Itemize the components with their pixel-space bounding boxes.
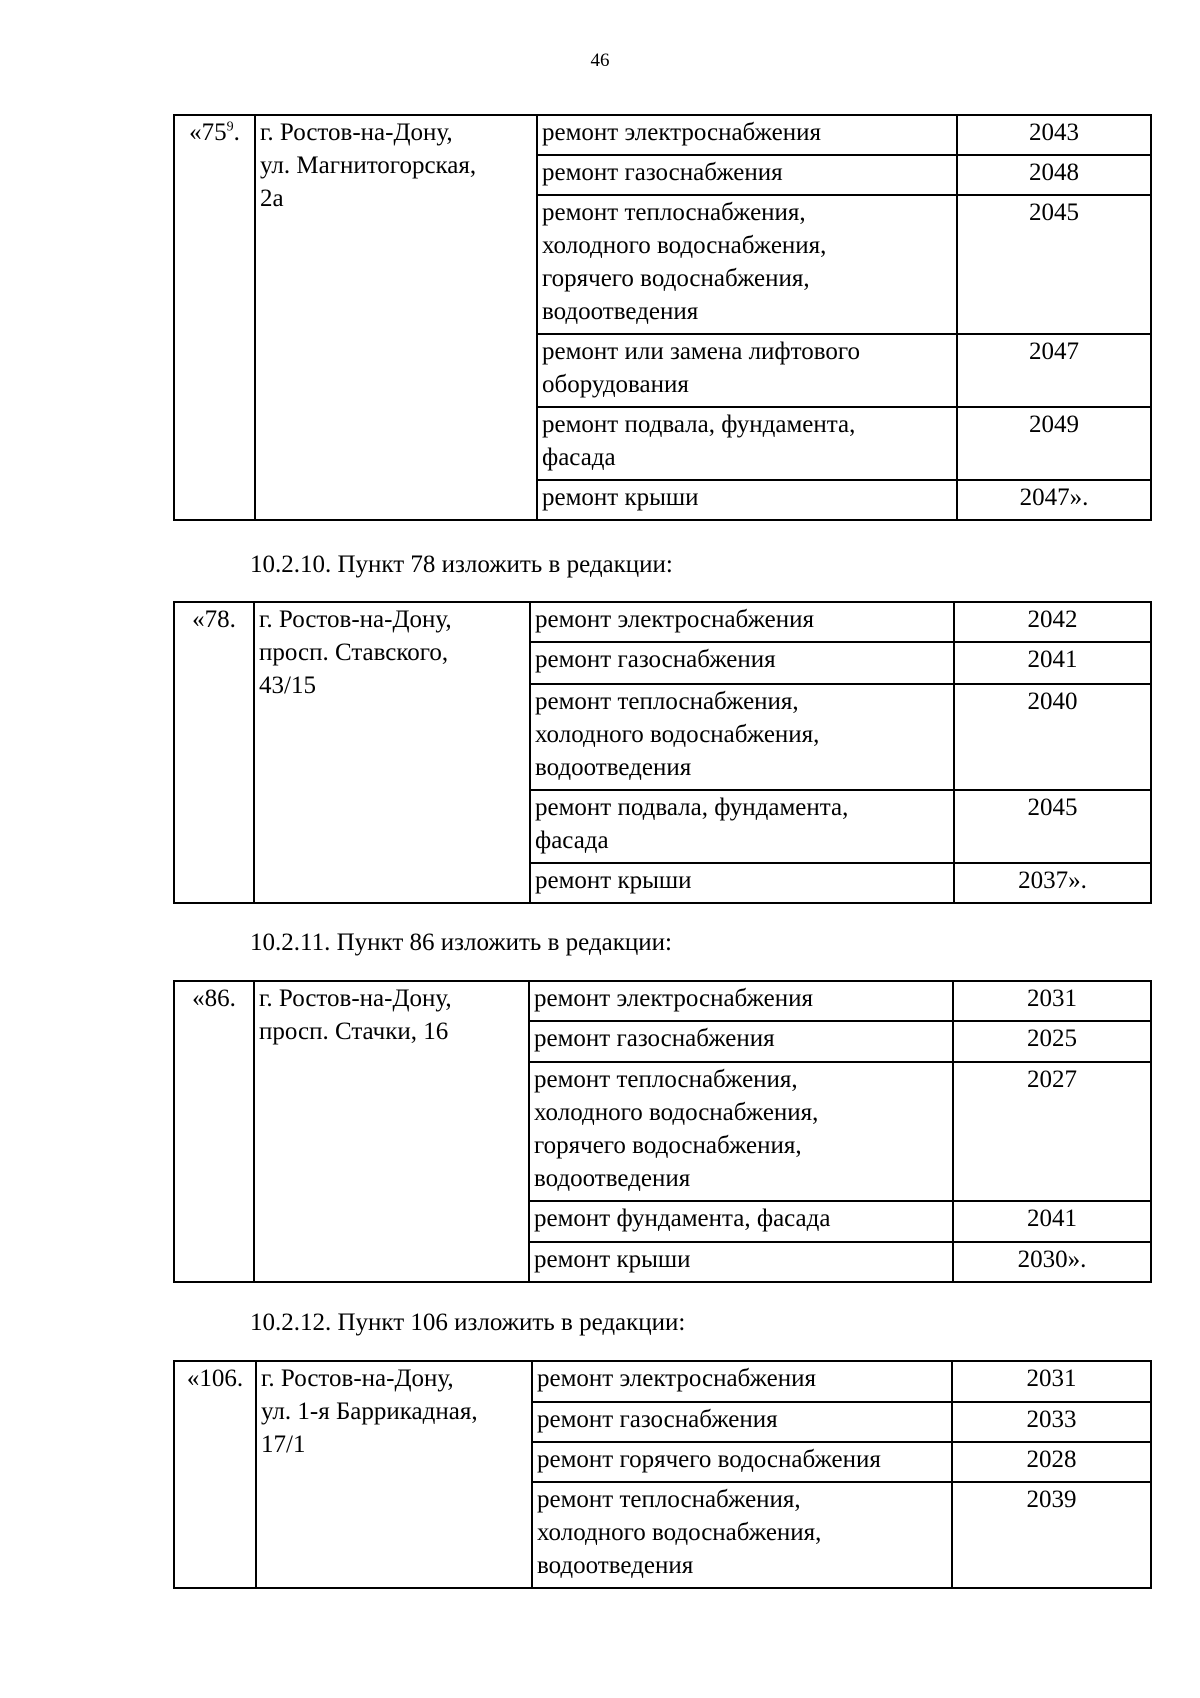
- table-row: [174, 981, 1151, 1021]
- work-cell: ремонт газоснабжения: [530, 642, 954, 684]
- year-cell: 2028: [952, 1442, 1151, 1482]
- table-row: [174, 115, 1151, 155]
- year-cell: 2040: [954, 684, 1151, 790]
- year-cell: 2031: [953, 981, 1151, 1021]
- table-row: [174, 602, 1151, 642]
- work-cell: ремонт электроснабжения: [532, 1361, 952, 1402]
- year-cell: 2037».: [954, 863, 1151, 903]
- address-line: ул. 1-я Баррикадная,: [261, 1398, 478, 1425]
- work-cell: ремонт теплоснабжения, холодного водоснабжения, водоотведения: [530, 684, 954, 790]
- year-cell: 2047: [957, 334, 1151, 407]
- work-cell: ремонт теплоснабжения, холодного водоснабжения, водоотведения: [532, 1482, 952, 1588]
- work-cell: ремонт электроснабжения: [537, 115, 957, 155]
- address-line: ул. Магнитогорская,: [260, 152, 477, 179]
- year-cell: 2041: [954, 642, 1151, 684]
- item-number: «78.: [174, 602, 254, 903]
- page-number: 46: [590, 50, 610, 71]
- year-cell: 2041: [953, 1201, 1151, 1242]
- year-cell: 2033: [952, 1402, 1151, 1442]
- work-cell: ремонт горячего водоснабжения: [532, 1442, 952, 1482]
- work-cell: ремонт подвала, фундамента, фасада: [530, 790, 954, 863]
- work-cell: ремонт электроснабжения: [530, 602, 954, 642]
- work-cell: ремонт подвала, фундамента, фасада: [537, 407, 957, 480]
- address-cell: [254, 981, 529, 1282]
- year-cell: 2031: [952, 1361, 1151, 1402]
- work-cell: ремонт газоснабжения: [537, 155, 957, 195]
- address-line: 17/1: [261, 1431, 306, 1458]
- year-cell: 2039: [952, 1482, 1151, 1588]
- address-cell: [255, 115, 537, 520]
- year-cell: 2048: [957, 155, 1151, 195]
- address-line: г. Ростов-на-Дону,: [261, 1365, 454, 1392]
- section-heading: 10.2.12. Пункт 106 изложить в редакции:: [250, 1309, 686, 1336]
- year-cell: 2045: [957, 195, 1151, 334]
- year-cell: 2025: [953, 1021, 1151, 1062]
- repair-table-106: [173, 1360, 1152, 1589]
- work-cell: ремонт газоснабжения: [532, 1402, 952, 1442]
- work-cell: ремонт газоснабжения: [529, 1021, 953, 1062]
- year-cell: 2042: [954, 602, 1151, 642]
- item-number: «$75^9$.: [174, 115, 255, 520]
- item-number: «106.: [174, 1361, 256, 1588]
- work-cell: ремонт крыши: [537, 480, 957, 520]
- work-cell: ремонт теплоснабжения, холодного водоснабжения, горячего водоснабжения, водоотведения: [537, 195, 957, 334]
- repair-table-86: [173, 980, 1152, 1283]
- section-heading: 10.2.10. Пункт 78 изложить в редакции:: [250, 551, 673, 578]
- address-cell: [254, 602, 530, 903]
- work-cell: ремонт фундамента, фасада: [529, 1201, 953, 1242]
- work-cell: ремонт электроснабжения: [529, 981, 953, 1021]
- work-cell: ремонт или замена лифтового оборудования: [537, 334, 957, 407]
- repair-table-78: [173, 601, 1152, 904]
- work-cell: ремонт крыши: [529, 1242, 953, 1282]
- year-cell: 2030».: [953, 1242, 1151, 1282]
- address-line: просп. Стачки, 16: [259, 1018, 449, 1045]
- address-line: г. Ростов-на-Дону,: [259, 606, 452, 633]
- item-number: «86.: [174, 981, 254, 1282]
- repair-table-75-9: [173, 114, 1152, 521]
- work-cell: ремонт крыши: [530, 863, 954, 903]
- address-cell: [256, 1361, 532, 1588]
- year-cell: 2043: [957, 115, 1151, 155]
- table-row: [174, 1361, 1151, 1402]
- section-heading: 10.2.11. Пункт 86 изложить в редакции:: [250, 929, 672, 956]
- year-cell: 2027: [953, 1062, 1151, 1201]
- work-cell: ремонт теплоснабжения, холодного водоснабжения, горячего водоснабжения, водоотведения: [529, 1062, 953, 1201]
- year-cell: 2045: [954, 790, 1151, 863]
- address-line: 43/15: [259, 672, 316, 699]
- year-cell: 2047».: [957, 480, 1151, 520]
- year-cell: 2049: [957, 407, 1151, 480]
- address-line: 2а: [260, 185, 284, 212]
- address-line: г. Ростов-на-Дону,: [260, 119, 453, 146]
- address-line: г. Ростов-на-Дону,: [259, 985, 452, 1012]
- address-line: просп. Ставского,: [259, 639, 449, 666]
